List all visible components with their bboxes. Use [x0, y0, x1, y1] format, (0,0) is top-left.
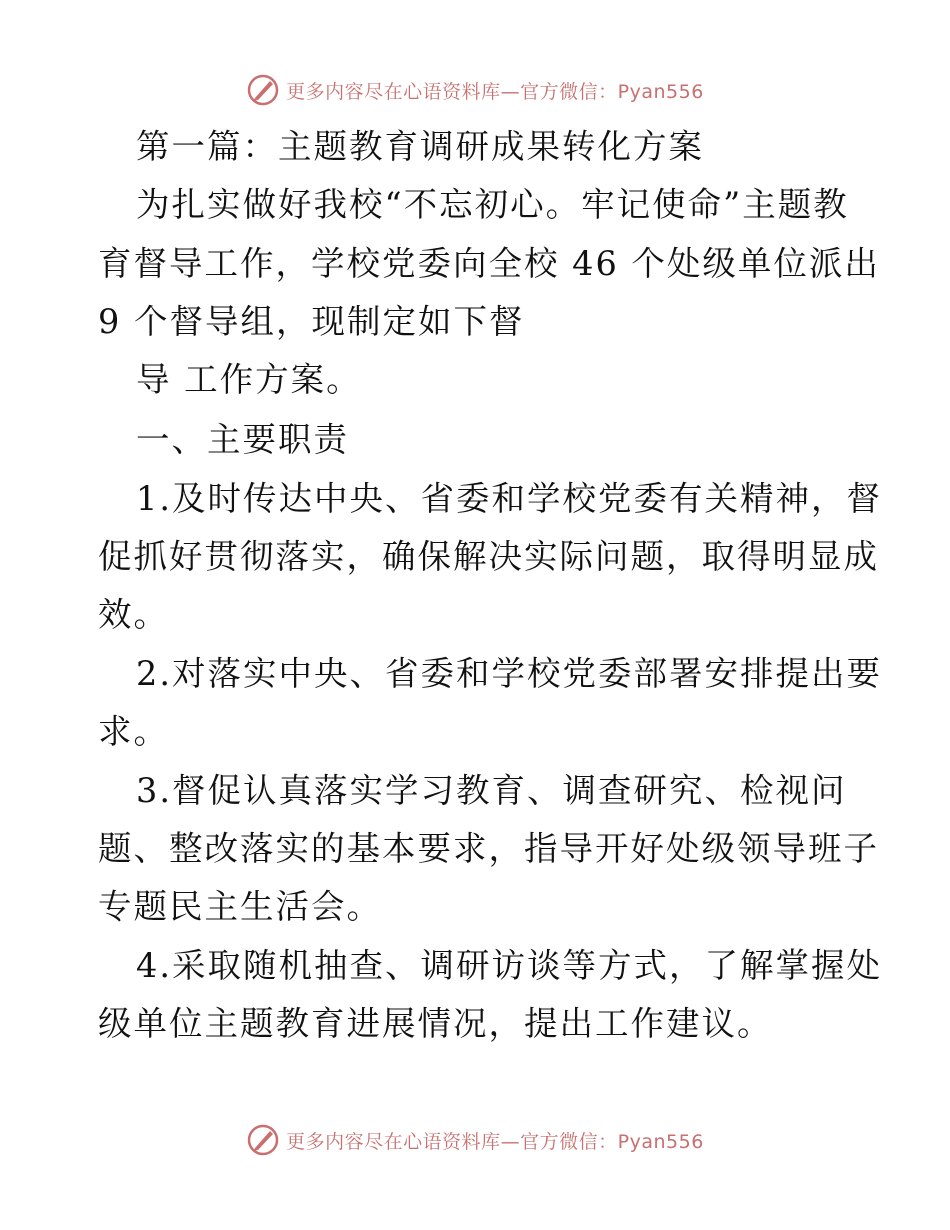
watermark-footer [0, 1120, 950, 1160]
item-line: 2.对落实中央、省委和学校党委部署安排提出要 [136, 654, 882, 693]
item-line: 3.督促认真落实学习教育、调查研究、检视问 [136, 771, 847, 810]
watermark-text: 更多内容尽在心语资料库—官方微信：Pyan556 [286, 1130, 704, 1153]
intro-line: 导 工作方案。 [136, 360, 362, 399]
item-line: 题、整改落实的基本要求，指导开好处级领导班子 [98, 829, 879, 868]
quill-seal-icon [246, 73, 280, 107]
watermark-header [0, 70, 950, 110]
item-line: 求。 [98, 712, 169, 751]
item-line: 专题民主生活会。 [98, 887, 382, 926]
intro-line: 9 个督导组，现制定如下督 [98, 302, 525, 341]
watermark-text: 更多内容尽在心语资料库—官方微信：Pyan556 [286, 80, 704, 103]
intro-line: 为扎实做好我校“不忘初心。牢记使命”主题教 [136, 185, 849, 224]
quill-seal-icon [246, 1123, 280, 1157]
item-line: 4.采取随机抽查、调研访谈等方式，了解掌握处 [136, 946, 882, 985]
item-line: 1.及时传达中央、省委和学校党委有关精神，督 [136, 479, 882, 518]
item-line: 促抓好贯彻落实，确保解决实际问题，取得明显成 [98, 537, 879, 576]
intro-line: 育督导工作，学校党委向全校 46 个处级单位派出 [98, 244, 880, 283]
document-title: 第一篇：主题教育调研成果转化方案 [136, 127, 704, 166]
item-line: 效。 [98, 595, 169, 634]
item-line: 级单位主题教育进展情况，提出工作建议。 [98, 1004, 773, 1043]
section-heading: 一、主要职责 [136, 420, 349, 459]
